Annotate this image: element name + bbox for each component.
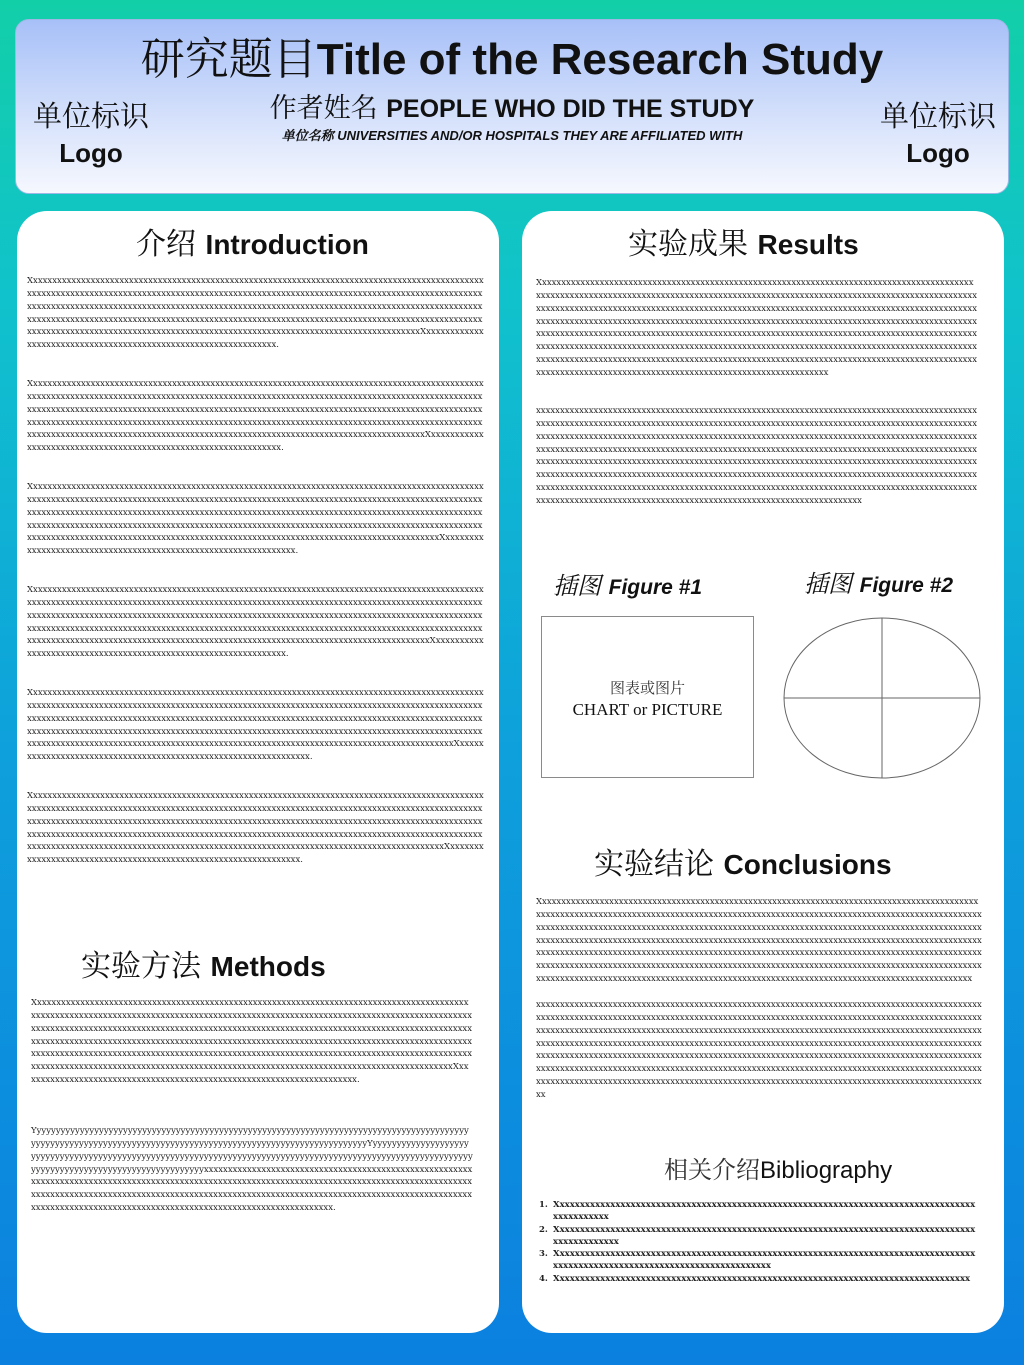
bibliography-heading-cn: 相关介绍 (664, 1156, 760, 1184)
bibliography-heading-en: Bibliography (760, 1157, 893, 1184)
logo-right-label-en: Logo (906, 138, 970, 168)
right-column-panel (522, 211, 1004, 1333)
logo-right (863, 96, 1013, 170)
introduction-heading-en: Introduction (205, 229, 369, 260)
figure-1-caption (553, 571, 702, 603)
conclusions-heading (594, 846, 892, 884)
poster-title-cn: 研究题目 (140, 34, 317, 85)
introduction-heading-cn: 介绍 (136, 227, 206, 262)
figure-2-caption (804, 569, 953, 601)
figure-1-caption-en: Figure #1 (608, 576, 703, 599)
introduction-paragraph: XxxxxxxxxxxxxxxxxxxxxxxxxxxxxxxxxxxxxxxxxxxxxxxxxxxxxxxxxxxxxxxxxxxxxxxxxxxxxxxxxxxxxxxxxxxxxxxxxxxxxxxxxxxxxxxxxxxxxxxxxxxxxxxxxxxxxxxxxxxxxxxxxxxxxxxxxxxxxxxxxxxxxxxxxxxxxxxxxxxxxxxxxxxxxxxxxxxxxxxxxxxxxxxxxxxxxxxxxxxxxxxxxxxxxxxxxxxxxxxxxxxxxxxxxxxxxxxxxxxxxxxxxxxxxxxxxxxxxxxxxxxxxxxxxxxxxxxxxxxxxxxxxxxxxxxxxxxxxxxxxxxxxxxxxxxxxxxxxxxxxxxxxxxxxxxxxxxxxxxxxxxxxxxxxxxxxxxxxxxxxxxxxxxxxxxxxxxxxxxxxxxxxxxxxxxxxxxxxxxxxxxxxxxxxxxxxxxxxxxxxxxxxxxxxxxxxxxxxxxxxxxxxxXxxxxxxxxxxxxxxxxxxxxxxxxxxxxxxxxxxxxxxxxxxxxxxxxxxxxxxxxxxxxxxxx. (27, 482, 484, 557)
authors-en: PEOPLE WHO DID THE STUDY (386, 95, 755, 123)
left-column-panel (17, 211, 499, 1333)
bibliography-list (536, 1199, 976, 1285)
results-heading (628, 226, 859, 264)
figure-1-placeholder (541, 616, 754, 778)
figure-2-pie-chart (782, 616, 982, 782)
figure-2-caption-en: Figure #2 (859, 574, 954, 597)
bibliography-item-number: 3. (539, 1249, 548, 1260)
bibliography-item-number: 1. (539, 1200, 548, 1210)
logo-right-label-cn: 单位标识 (879, 99, 996, 133)
bibliography-item-text: Xxxxxxxxxxxxxxxxxxxxxxxxxxxxxxxxxxxxxxxxxxxxxxxxxxxxxxxxxxxxxxxxxxxxxxxxxxxxxxxxxxxxxxxxxxxxxx (553, 1200, 976, 1223)
bibliography-item (536, 1224, 976, 1249)
results-paragraph: Xxxxxxxxxxxxxxxxxxxxxxxxxxxxxxxxxxxxxxxxxxxxxxxxxxxxxxxxxxxxxxxxxxxxxxxxxxxxxxxxxxxxxxxxxxxxxxxxxxxxxxxxxxxxxxxxxxxxxxxxxxxxxxxxxxxxxxxxxxxxxxxxxxxxxxxxxxxxxxxxxxxxxxxxxxxxxxxxxxxxxxxxxxxxxxxxxxxxxxxxxxxxxxxxxxxxxxxxxxxxxxxxxxxxxxxxxxxxxxxxxxxxxxxxxxxxxxxxxxxxxxxxxxxxxxxxxxxxxxxxxxxxxxxxxxxxxxxxxxxxxxxxxxxxxxxxxxxxxxxxxxxxxxxxxxxxxxxxxxxxxxxxxxxxxxxxxxxxxxxxxxxxxxxxxxxxxxxxxxxxxxxxxxxxxxxxxxxxxxxxxxxxxxxxxxxxxxxxxxxxxxxxxxxxxxxxxxxxxxxxxxxxxxxxxxxxxxxxxxxxxxxxxxxxxxxxxxxxxxxxxxxxxxxxxxxxxxxxxxxxxxxxxxxxxxxxxxxxxxxxxxxxxxxxxxxxxxxxxxxxxxxxxxxxxxxxxxxxxxxxxxxxxxxxxxxxxxxxxxxxxxxxxxxxxxxxxxxxxxxxxxxxxxxxxxxxxxxxxxxxxxxxxxxxxxxxxxxxxxxxxxxxxxxxxxxxxxxxxxxxxxxxxxxxxxxxxxxxxxxxxxxxxxxxxxxxxxxxxxxxxxxx (536, 278, 978, 378)
methods-paragraph: XxxxxxxxxxxxxxxxxxxxxxxxxxxxxxxxxxxxxxxxxxxxxxxxxxxxxxxxxxxxxxxxxxxxxxxxxxxxxxxxxxxxxxxxxxxxxxxxxxxxxxxxxxxxxxxxxxxxxxxxxxxxxxxxxxxxxxxxxxxxxxxxxxxxxxxxxxxxxxxxxxxxxxxxxxxxxxxxxxxxxxxxxxxxxxxxxxxxxxxxxxxxxxxxxxxxxxxxxxxxxxxxxxxxxxxxxxxxxxxxxxxxxxxxxxxxxxxxxxxxxxxxxxxxxxxxxxxxxxxxxxxxxxxxxxxxxxxxxxxxxxxxxxxxxxxxxxxxxxxxxxxxxxxxxxxxxxxxxxxxxxxxxxxxxxxxxxxxxxxxxxxxxxxxxxxxxxxxxxxxxxxxxxxxxxxxxxxxxxxxxxxxxxxxxxxxxxxxxxxxxxxxxxxxxxxxxxxxxxxxxxxxxxxxxxxxxxxxxxxxxxxxxxxxxxxxxxxxxxxxxxxxxxxxxxxxxxxxxxxxxxxxxxxxxxxxxxxxxxxxxxxxxxxxxxxxxxxxxxxxxxxxxxxXxxxxxxxxxxxxxxxxxxxxxxxxxxxxxxxxxxxxxxxxxxxxxxxxxxxxxxxxxxxxxxxxxxxxxx. (31, 998, 473, 1086)
results-paragraph: xxxxxxxxxxxxxxxxxxxxxxxxxxxxxxxxxxxxxxxxxxxxxxxxxxxxxxxxxxxxxxxxxxxxxxxxxxxxxxxxxxxxxxxxxxxxxxxxxxxxxxxxxxxxxxxxxxxxxxxxxxxxxxxxxxxxxxxxxxxxxxxxxxxxxxxxxxxxxxxxxxxxxxxxxxxxxxxxxxxxxxxxxxxxxxxxxxxxxxxxxxxxxxxxxxxxxxxxxxxxxxxxxxxxxxxxxxxxxxxxxxxxxxxxxxxxxxxxxxxxxxxxxxxxxxxxxxxxxxxxxxxxxxxxxxxxxxxxxxxxxxxxxxxxxxxxxxxxxxxxxxxxxxxxxxxxxxxxxxxxxxxxxxxxxxxxxxxxxxxxxxxxxxxxxxxxxxxxxxxxxxxxxxxxxxxxxxxxxxxxxxxxxxxxxxxxxxxxxxxxxxxxxxxxxxxxxxxxxxxxxxxxxxxxxxxxxxxxxxxxxxxxxxxxxxxxxxxxxxxxxxxxxxxxxxxxxxxxxxxxxxxxxxxxxxxxxxxxxxxxxxxxxxxxxxxxxxxxxxxxxxxxxxxxxxxxxxxxxxxxxxxxxxxxxxxxxxxxxxxxxxxxxxxxxxxxxxxxxxxxxxxxxxxxxxxxxxxxxxxxxxxxxxxxxxxxxxxxxxxxxxxxxxxxxxxxxxxxxxxxxxxxxxxxxxxxxxxxxxxxxxxxxxxxxxxxxxxxxxxxxxxxxxxxxxxx (536, 406, 978, 506)
introduction-paragraph: XxxxxxxxxxxxxxxxxxxxxxxxxxxxxxxxxxxxxxxxxxxxxxxxxxxxxxxxxxxxxxxxxxxxxxxxxxxxxxxxxxxxxxxxxxxxxxxxxxxxxxxxxxxxxxxxxxxxxxxxxxxxxxxxxxxxxxxxxxxxxxxxxxxxxxxxxxxxxxxxxxxxxxxxxxxxxxxxxxxxxxxxxxxxxxxxxxxxxxxxxxxxxxxxxxxxxxxxxxxxxxxxxxxxxxxxxxxxxxxxxxxxxxxxxxxxxxxxxxxxxxxxxxxxxxxxxxxxxxxxxxxxxxxxxxxxxxxxxxxxxxxxxxxxxxxxxxxxxxxxxxxxxxxxxxxxxxxxxxxxxxxxxxxxxxxxxxxxxxxxxxxxxxxxxxxxxxxxxxxxxxxxxxxxxxxxxxxxxxxxxxxxxxxxxxxxxxxxxxxxxxxxxxxxxxxxxxxxxxxxxxxxxxxxxxxxxxxxxxxxxxxXxxxxxxxxxxxxxxxxxxxxxxxxxxxxxxxxxxxxxxxxxxxxxxxxxxxxxxxxxxxxxxxx. (27, 379, 484, 454)
conclusions-paragraph: xxxxxxxxxxxxxxxxxxxxxxxxxxxxxxxxxxxxxxxxxxxxxxxxxxxxxxxxxxxxxxxxxxxxxxxxxxxxxxxxxxxxxxxxxxxxxxxxxxxxxxxxxxxxxxxxxxxxxxxxxxxxxxxxxxxxxxxxxxxxxxxxxxxxxxxxxxxxxxxxxxxxxxxxxxxxxxxxxxxxxxxxxxxxxxxxxxxxxxxxxxxxxxxxxxxxxxxxxxxxxxxxxxxxxxxxxxxxxxxxxxxxxxxxxxxxxxxxxxxxxxxxxxxxxxxxxxxxxxxxxxxxxxxxxxxxxxxxxxxxxxxxxxxxxxxxxxxxxxxxxxxxxxxxxxxxxxxxxxxxxxxxxxxxxxxxxxxxxxxxxxxxxxxxxxxxxxxxxxxxxxxxxxxxxxxxxxxxxxxxxxxxxxxxxxxxxxxxxxxxxxxxxxxxxxxxxxxxxxxxxxxxxxxxxxxxxxxxxxxxxxxxxxxxxxxxxxxxxxxxxxxxxxxxxxxxxxxxxxxxxxxxxxxxxxxxxxxxxxxxxxxxxxxxxxxxxxxxxxxxxxxxxxxxxxxxxxxxxxxxxxxxxxxxxxxxxxxxxxxxxxxxxxxxxxxxxxxxxxxxxxxxxxxxxxxxxxxxxxxxxxxxxxxxxxxxxxxxxxxxxxxxxxxxxxxxx (536, 1000, 982, 1100)
methods-heading (81, 948, 326, 986)
bibliography-item (536, 1248, 976, 1273)
introduction-paragraph: XxxxxxxxxxxxxxxxxxxxxxxxxxxxxxxxxxxxxxxxxxxxxxxxxxxxxxxxxxxxxxxxxxxxxxxxxxxxxxxxxxxxxxxxxxxxxxxxxxxxxxxxxxxxxxxxxxxxxxxxxxxxxxxxxxxxxxxxxxxxxxxxxxxxxxxxxxxxxxxxxxxxxxxxxxxxxxxxxxxxxxxxxxxxxxxxxxxxxxxxxxxxxxxxxxxxxxxxxxxxxxxxxxxxxxxxxxxxxxxxxxxxxxxxxxxxxxxxxxxxxxxxxxxxxxxxxxxxxxxxxxxxxxxxxxxxxxxxxxxxxxxxxxxxxxxxxxxxxxxxxxxxxxxxxxxxxxxxxxxxxxxxxxxxxxxxxxxxxxxxxxxxxxxxxxxxxxxxxxxxxxxxxxxxxxxxxxxxxxxxxxxxxxxxxxxxxxxxxxxxxxxxxxxxxxxxxxxxxxxxxxxxxxxxxxxxxxxxxxxxxxxxXxxxxxxxxxxxxxxxxxxxxxxxxxxxxxxxxxxxxxxxxxxxxxxxxxxxxxxxxxxxxxxxx. (27, 585, 484, 660)
introduction-paragraph: XxxxxxxxxxxxxxxxxxxxxxxxxxxxxxxxxxxxxxxxxxxxxxxxxxxxxxxxxxxxxxxxxxxxxxxxxxxxxxxxxxxxxxxxxxxxxxxxxxxxxxxxxxxxxxxxxxxxxxxxxxxxxxxxxxxxxxxxxxxxxxxxxxxxxxxxxxxxxxxxxxxxxxxxxxxxxxxxxxxxxxxxxxxxxxxxxxxxxxxxxxxxxxxxxxxxxxxxxxxxxxxxxxxxxxxxxxxxxxxxxxxxxxxxxxxxxxxxxxxxxxxxxxxxxxxxxxxxxxxxxxxxxxxxxxxxxxxxxxxxxxxxxxxxxxxxxxxxxxxxxxxxxxxxxxxxxxxxxxxxxxxxxxxxxxxxxxxxxxxxxxxxxxxxxxxxxxxxxxxxxxxxxxxxxxxxxxxxxxxxxxxxxxxxxxxxxxxxxxxxxxxxxxxxxxxxxxxxxxxxxxxxxxxxxxxxxxxxxxxxxxxxxxxXxxxxxxxxxxxxxxxxxxxxxxxxxxxxxxxxxxxxxxxxxxxxxxxxxxxxxxxxxxxxxxxx. (27, 791, 484, 866)
methods-paragraph: YyyyyyyyyyyyyyyyyyyyyyyyyyyyyyyyyyyyyyyyyyyyyyyyyyyyyyyyyyyyyyyyyyyyyyyyyyyyyyyyyyyyyyyyyyyyyyyyyyyyyyyyyyyyyyyyyyyyyyyyyyyyyyyyyyyyyyyyyyyyyyyyyyyyyyyyyyyyyyyyyYyyyyyyyyyyyyyyyyyyyyyyyyyyyyyyyyyyyyyyyyyyyyyyyyyyyyyyyyyyyyyyyyyyyyyyyyyyyyyyyyyyyyyyyyyyyyyyyyyyyyyyyyyyyyyyyyyyyyyyyyyyyyyyyyyyyyyyyyyyyyyyyyyyyyxxxxxxxxxxxxxxxxxxxxxxxxxxxxxxxxxxxxxxxxxxxxxxxxxxxxxxxxxxxxxxxxxxxxxxxxxxxxxxxxxxxxxxxxxxxxxxxxxxxxxxxxxxxxxxxxxxxxxxxxxxxxxxxxxxxxxxxxxxxxxxxxxxxxxxxxxxxxxxxxxxxxxxxxxxxxxxxxxxxxxxxxxxxxxxxxxxxxxxxxxxxxxxxxxxxxxxxxxxxxxxxxxxxxxxxxxxxxxxxxxxxxxxxxxxxxxxxxxxxxxxxxxxxxxxxxxxxxxxxxxxxxxxxxxxxxxxxxxxxxxxx. (31, 1126, 473, 1214)
affiliation-line: 单位名称 UNIVERSITIES AND/OR HOSPITALS THEY ARE AFFILIATED WITH (281, 128, 743, 143)
introduction-paragraph: XxxxxxxxxxxxxxxxxxxxxxxxxxxxxxxxxxxxxxxxxxxxxxxxxxxxxxxxxxxxxxxxxxxxxxxxxxxxxxxxxxxxxxxxxxxxxxxxxxxxxxxxxxxxxxxxxxxxxxxxxxxxxxxxxxxxxxxxxxxxxxxxxxxxxxxxxxxxxxxxxxxxxxxxxxxxxxxxxxxxxxxxxxxxxxxxxxxxxxxxxxxxxxxxxxxxxxxxxxxxxxxxxxxxxxxxxxxxxxxxxxxxxxxxxxxxxxxxxxxxxxxxxxxxxxxxxxxxxxxxxxxxxxxxxxxxxxxxxxxxxxxxxxxxxxxxxxxxxxxxxxxxxxxxxxxxxxxxxxxxxxxxxxxxxxxxxxxxxxxxxxxxxxxxxxxxxxxxxxxxxxxxxxxxxxxxxxxxxxxxxxxxxxxxxxxxxxxxxxxxxxxxxxxxxxxxxxxxxxxxxxxxxxxxxxxxxxxxxxxxxxxxxxxxxXxxxxxxxxxxxxxxxxxxxxxxxxxxxxxxxxxxxxxxxxxxxxxxxxxxxxxxxxxxxxxxxx. (27, 688, 484, 763)
authors-line (16, 92, 1008, 126)
methods-heading-en: Methods (210, 951, 326, 982)
conclusions-heading-en: Conclusions (723, 849, 892, 880)
figure-1-caption-cn: 插图 (553, 572, 609, 600)
conclusions-paragraph: Xxxxxxxxxxxxxxxxxxxxxxxxxxxxxxxxxxxxxxxxxxxxxxxxxxxxxxxxxxxxxxxxxxxxxxxxxxxxxxxxxxxxxxxxxxxxxxxxxxxxxxxxxxxxxxxxxxxxxxxxxxxxxxxxxxxxxxxxxxxxxxxxxxxxxxxxxxxxxxxxxxxxxxxxxxxxxxxxxxxxxxxxxxxxxxxxxxxxxxxxxxxxxxxxxxxxxxxxxxxxxxxxxxxxxxxxxxxxxxxxxxxxxxxxxxxxxxxxxxxxxxxxxxxxxxxxxxxxxxxxxxxxxxxxxxxxxxxxxxxxxxxxxxxxxxxxxxxxxxxxxxxxxxxxxxxxxxxxxxxxxxxxxxxxxxxxxxxxxxxxxxxxxxxxxxxxxxxxxxxxxxxxxxxxxxxxxxxxxxxxxxxxxxxxxxxxxxxxxxxxxxxxxxxxxxxxxxxxxxxxxxxxxxxxxxxxxxxxxxxxxxxxxxxxxxxxxxxxxxxxxxxxxxxxxxxxxxxxxxxxxxxxxxxxxxxxxxxxxxxxxxxxxxxxxxxxxxxxxxxxxxxxxxxxxxxxxxxxxxxxxxxxxxxxxxxxxxxxxxxxxxxxxxxxxxxxxxxxxxxxxxxxxxxxxxxxxxxxxxxxxxxxxxxxxxxxxxxxxxxxxxxxxxxx (536, 897, 982, 985)
introduction-heading (136, 226, 369, 264)
bibliography-item-number: 2. (539, 1224, 548, 1235)
placeholder-text-cn: 图表或图片 (609, 679, 685, 697)
results-heading-cn: 实验成果 (628, 227, 758, 262)
methods-heading-cn: 实验方法 (81, 949, 211, 984)
poster-title (16, 32, 1008, 88)
bibliography-item-number: 4. (539, 1273, 548, 1284)
introduction-paragraph: XxxxxxxxxxxxxxxxxxxxxxxxxxxxxxxxxxxxxxxxxxxxxxxxxxxxxxxxxxxxxxxxxxxxxxxxxxxxxxxxxxxxxxxxxxxxxxxxxxxxxxxxxxxxxxxxxxxxxxxxxxxxxxxxxxxxxxxxxxxxxxxxxxxxxxxxxxxxxxxxxxxxxxxxxxxxxxxxxxxxxxxxxxxxxxxxxxxxxxxxxxxxxxxxxxxxxxxxxxxxxxxxxxxxxxxxxxxxxxxxxxxxxxxxxxxxxxxxxxxxxxxxxxxxxxxxxxxxxxxxxxxxxxxxxxxxxxxxxxxxxxxxxxxxxxxxxxxxxxxxxxxxxxxxxxxxxxxxxxxxxxxxxxxxxxxxxxxxxxxxxxxxxxxxxxxxxxxxxxxxxxxxxxxxxxxxxxxxxxxxxxxxxxxxxxxxxxxxxxxxxxxxxxxxxxxxxxxxxxxxxxxxxxxxxxxxxxxxxxxxxxXxxxxxxxxxxxxxxxxxxxxxxxxxxxxxxxxxxxxxxxxxxxxxxxxxxxxxxxxxxxxxxxx. (27, 276, 484, 351)
bibliography-heading (664, 1155, 892, 1186)
conclusions-heading-cn: 实验结论 (594, 847, 724, 882)
results-heading-en: Results (757, 229, 859, 260)
poster-title-en: Title of the Research Study (316, 35, 884, 84)
logo-left-label-en: Logo (59, 138, 123, 168)
bibliography-item-text: Xxxxxxxxxxxxxxxxxxxxxxxxxxxxxxxxxxxxxxxxxxxxxxxxxxxxxxxxxxxxxxxxxxxxxxxxxxxxxxxxxxxxxxxxxxxxxxxx (553, 1224, 976, 1247)
bibliography-item-text: Xxxxxxxxxxxxxxxxxxxxxxxxxxxxxxxxxxxxxxxxxxxxxxxxxxxxxxxxxxxxxxxxxxxxxxxxxxxxxxxxxx (553, 1273, 971, 1284)
authors-cn: 作者姓名 (269, 93, 387, 124)
bibliography-item (536, 1199, 976, 1224)
figure-2-caption-cn: 插图 (804, 570, 860, 598)
logo-left-label-cn: 单位标识 (32, 99, 149, 133)
placeholder-text-en: CHART or PICTURE (572, 700, 723, 719)
poster-header (15, 19, 1009, 194)
bibliography-item (536, 1273, 976, 1285)
bibliography-item-text: Xxxxxxxxxxxxxxxxxxxxxxxxxxxxxxxxxxxxxxxxxxxxxxxxxxxxxxxxxxxxxxxxxxxxxxxxxxxxxxxxxxxxxxxxxxxxxxxxxxxxxxxxxxxxxxxxxxxxxxxxxxxxxx (553, 1249, 976, 1272)
